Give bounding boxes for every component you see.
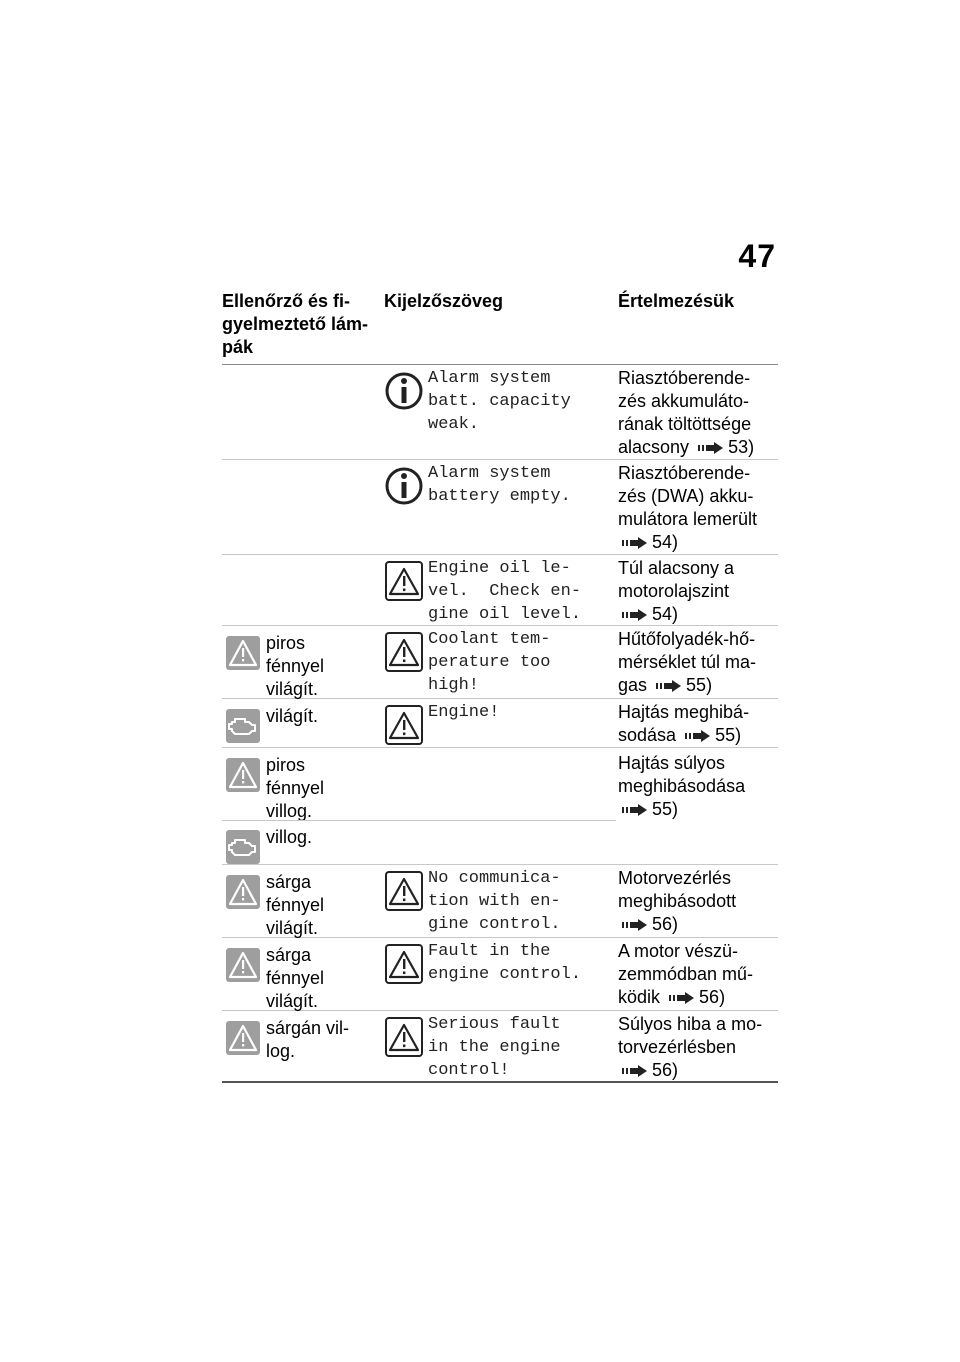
display-text: Engine! xyxy=(428,703,500,722)
engine-lamp-icon xyxy=(226,709,260,743)
meaning-text: Riasztóberende-zés akkumuláto-rának töltöttsége alacsony xyxy=(618,368,752,457)
display-text: Alarm system battery empty. xyxy=(428,464,571,506)
header-lamps: Ellenőrző és fi-gyelmeztető lám-pák xyxy=(222,291,369,357)
meaning-cell xyxy=(618,940,778,1009)
warning-lamp-icon xyxy=(226,1021,260,1055)
warning-icon xyxy=(384,630,424,674)
arrow-icon xyxy=(622,609,648,621)
page-number: 47 xyxy=(738,238,776,274)
page-reference[interactable]: 55) xyxy=(618,798,678,821)
warning-icon xyxy=(384,1015,424,1059)
meaning-text: Hajtás súlyos meghibásodása xyxy=(618,753,746,796)
lamp-text: világít. xyxy=(266,706,319,726)
table-row xyxy=(222,865,778,938)
row-divider xyxy=(222,820,616,821)
display-text: Coolant tem- perature too high! xyxy=(428,630,551,695)
lamp-text: sárga fénnyel világít. xyxy=(266,945,325,1011)
arrow-icon xyxy=(622,1065,648,1077)
table-row xyxy=(222,938,778,1011)
table-header xyxy=(222,290,778,360)
arrow-icon xyxy=(656,680,682,692)
lamp-text: piros fénnyel világít. xyxy=(266,633,325,699)
header-meaning: Értelmezésük xyxy=(618,291,735,311)
page-reference[interactable]: 54) xyxy=(618,531,678,554)
meaning-cell xyxy=(618,462,778,554)
meaning-text: Hűtőfolyadék-hő-mérséklet túl ma-gas xyxy=(618,629,757,695)
page-reference[interactable]: 54) xyxy=(618,603,678,626)
meaning-text: A motor vészü-zemmódban mű-ködik xyxy=(618,941,754,1007)
warning-lamps-table xyxy=(222,364,778,1083)
info-icon xyxy=(384,369,424,413)
info-icon xyxy=(384,464,424,508)
lamp-text: villog. xyxy=(266,827,313,847)
table-row xyxy=(222,699,778,748)
table-row xyxy=(222,460,778,555)
arrow-icon xyxy=(698,442,724,454)
warning-icon xyxy=(384,869,424,913)
page-reference[interactable]: 56) xyxy=(618,913,678,936)
page-reference[interactable]: 56) xyxy=(665,986,725,1009)
arrow-icon xyxy=(669,992,695,1004)
display-text: Fault in the engine control. xyxy=(428,942,582,984)
table-row xyxy=(222,555,778,626)
engine-lamp-icon xyxy=(226,830,260,864)
meaning-text: Riasztóberende-zés (DWA) akku-mulátora lemerült xyxy=(618,463,758,529)
arrow-icon xyxy=(685,730,711,742)
warning-icon xyxy=(384,703,424,747)
table-row xyxy=(222,1011,778,1081)
arrow-icon xyxy=(622,919,648,931)
table-row xyxy=(222,626,778,699)
meaning-text: Túl alacsony a motorolajszint xyxy=(618,558,735,601)
meaning-text: Hajtás meghibá-sodása xyxy=(618,702,750,745)
warning-lamp-icon xyxy=(226,758,260,792)
display-text: Engine oil le- vel. Check en- gine oil level. xyxy=(428,559,582,624)
header-display-text: Kijelzőszöveg xyxy=(384,291,504,311)
display-text: No communica- tion with en- gine control. xyxy=(428,869,561,934)
lamp-text: sárgán vil-log. xyxy=(266,1018,350,1061)
arrow-icon xyxy=(622,804,648,816)
warning-lamp-icon xyxy=(226,948,260,982)
lamp-text: sárga fénnyel világít. xyxy=(266,872,325,938)
page-reference[interactable]: 53) xyxy=(694,436,754,459)
warning-lamp-icon xyxy=(226,875,260,909)
meaning-cell xyxy=(618,557,778,626)
lamp-text: piros fénnyel villog. xyxy=(266,755,325,821)
table-row xyxy=(222,365,778,460)
page-reference[interactable]: 56) xyxy=(618,1059,678,1082)
display-text: Alarm system batt. capacity weak. xyxy=(428,369,571,434)
meaning-cell xyxy=(618,867,778,936)
meaning-text: Súlyos hiba a mo-torvezérlésben xyxy=(618,1014,763,1057)
arrow-icon xyxy=(622,537,648,549)
warning-icon xyxy=(384,559,424,603)
meaning-cell xyxy=(618,1013,778,1082)
display-text: Serious fault in the engine control! xyxy=(428,1015,561,1080)
page-reference[interactable]: 55) xyxy=(652,674,712,697)
meaning-cell xyxy=(618,628,778,697)
table-row xyxy=(222,748,778,865)
page-reference[interactable]: 55) xyxy=(681,724,741,747)
warning-icon xyxy=(384,942,424,986)
meaning-cell xyxy=(618,367,778,459)
meaning-text: Motorvezérlés meghibásodott xyxy=(618,868,737,911)
meaning-cell xyxy=(618,701,778,747)
warning-lamp-icon xyxy=(226,636,260,670)
meaning-cell xyxy=(618,752,778,821)
